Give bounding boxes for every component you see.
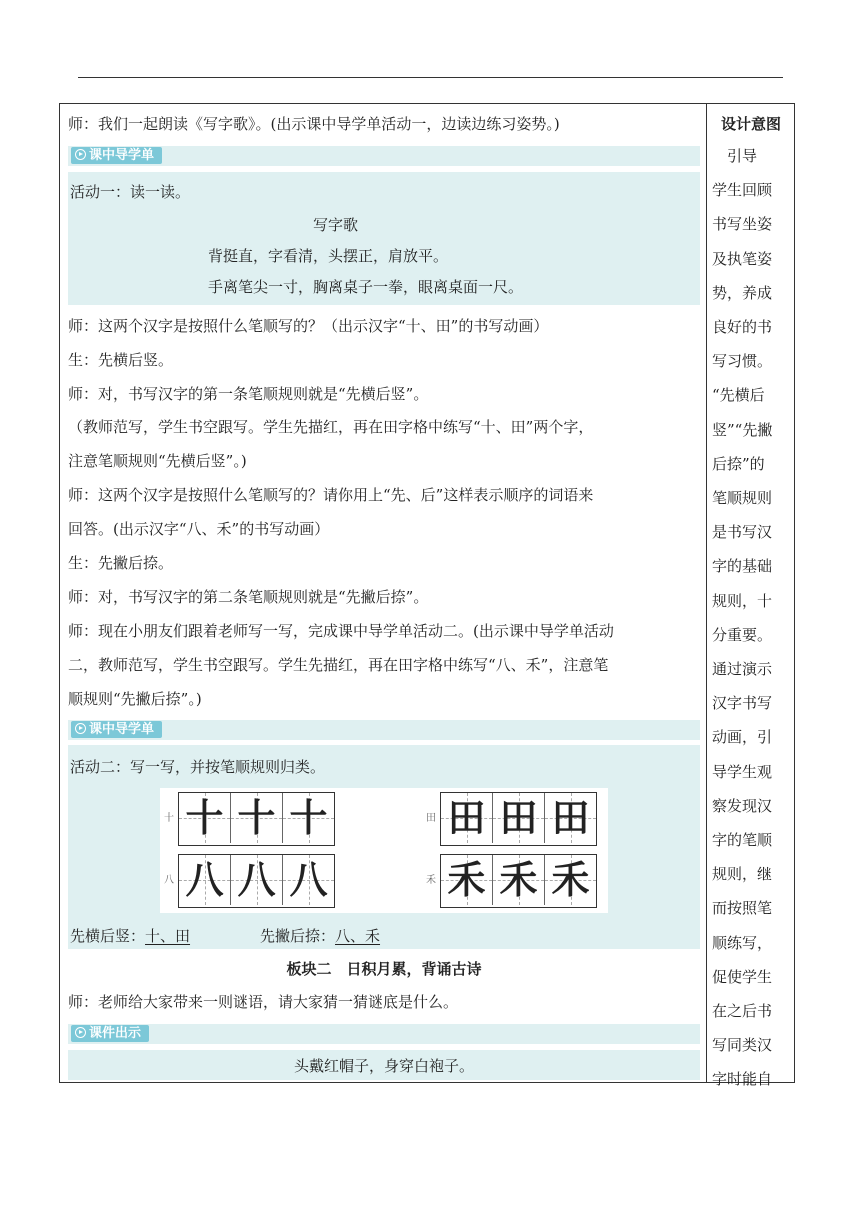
design-intent-line: 良好的书: [712, 318, 773, 336]
guide-band: [68, 720, 700, 740]
design-intent-line: 规则，十: [712, 591, 773, 610]
design-intent-title: 设计意图: [720, 115, 781, 133]
design-intent-line: 动画，引: [712, 728, 773, 747]
activity-title: 活动一：读一读。: [70, 183, 191, 201]
play-icon: [75, 149, 86, 160]
poem-line: 背挺直，字看清，头摆正，肩放平。: [208, 247, 449, 265]
column-divider: [706, 104, 707, 1082]
text-line: 生：先撇后捺。: [68, 554, 174, 572]
tianzige: [440, 792, 597, 846]
design-intent-line: 汉字书写: [712, 694, 773, 713]
poem-line: 手离笔尖一寸，胸离桌子一拳，眼离桌面一尺。: [208, 278, 524, 296]
design-intent-line: 字的基础: [712, 557, 773, 576]
grid-row-tian: [422, 792, 597, 846]
design-intent-line: 笔顺规则: [712, 489, 773, 507]
design-intent-line: 后捺”的: [712, 454, 765, 473]
grid-row-ba: [160, 854, 335, 908]
text-line: 师：对，书写汉字的第二条笔顺规则就是“先撇后捺”。: [68, 588, 429, 606]
poem-title: 写字歌: [313, 216, 359, 234]
tianzige: [178, 792, 335, 846]
grid-label: 十: [164, 813, 174, 824]
text-line: （教师范写，学生书空跟写。学生先描红，再在田字格中练写“十、田”两个字，: [68, 418, 594, 436]
design-intent-line: 势，养成: [712, 283, 773, 302]
riddle-panel: [68, 1050, 700, 1080]
grid-row-shi: [160, 792, 335, 846]
grid-label: 禾: [426, 875, 436, 886]
grid-cell: 禾: [545, 855, 596, 905]
grid-cell: 十: [283, 793, 334, 843]
text-line: 师：这两个汉字是按照什么笔顺写的？请你用上“先、后”这样表示顺序的词语来: [68, 486, 594, 504]
guide-tag: 课中导学单: [71, 721, 162, 738]
text-line: 生：先横后竖。: [68, 351, 174, 369]
activity-title: 活动二：写一写，并按笔顺规则归类。: [70, 758, 326, 776]
grid-row-he: [422, 854, 597, 908]
design-intent-line: 学生回顾: [712, 181, 773, 200]
design-intent-line: 导学生观: [712, 762, 773, 781]
design-intent-line: 竖”“先撇: [712, 420, 773, 439]
lesson-table: [59, 103, 795, 1089]
text-line: 师：我们一起朗读《写字歌》。(出示课中导学单活动一，边读边练习姿势。): [68, 115, 560, 133]
header-rule: [78, 77, 783, 78]
guide-band: [68, 146, 700, 166]
text-line: 师：这两个汉字是按照什么笔顺写的？（出示汉字“十、田”的书写动画）: [68, 317, 549, 335]
text-line: 顺规则“先撇后捺”。): [68, 690, 202, 708]
tianzige: [178, 854, 335, 908]
riddle-text: 头戴红帽子，身穿白袍子。: [293, 1057, 474, 1075]
design-intent-line: 在之后书: [712, 1002, 773, 1020]
design-intent-line: 是书写汉: [712, 523, 773, 542]
design-intent-line: 写习惯。: [712, 352, 773, 371]
play-icon: [75, 1027, 86, 1038]
text-line: 师：现在小朋友们跟着老师写一写，完成课中导学单活动二。(出示课中导学单活动: [68, 622, 614, 640]
activity-two-panel: [68, 745, 700, 949]
grid-cell: 禾: [493, 855, 545, 905]
design-intent-line: 字的笔顺: [712, 831, 773, 849]
design-intent-line: 顺练写，: [712, 933, 773, 952]
text-line: 二，教师范写，学生书空跟写。学生先描红，再在田字格中练写“八、禾”，注意笔: [68, 656, 609, 674]
section-heading: 板块二 日积月累，背诵古诗: [286, 960, 482, 978]
grid-label: 田: [426, 813, 436, 824]
design-intent-line: 通过演示: [712, 660, 773, 678]
grid-cell: 八: [283, 855, 334, 905]
grid-cell: 八: [179, 855, 231, 905]
design-intent-line: 察发现汉: [712, 796, 773, 815]
design-intent-line: 规则，继: [712, 865, 773, 884]
design-intent-line: 引导: [712, 147, 758, 165]
grid-cell: 田: [545, 793, 596, 843]
courseware-tag: 课件出示: [71, 1025, 149, 1042]
grid-cell: 八: [231, 855, 283, 905]
text-line: 师：对，书写汉字的第一条笔顺规则就是“先横后竖”。: [68, 385, 429, 403]
grid-label: 八: [164, 875, 174, 886]
design-intent-line: 分重要。: [712, 625, 773, 644]
text-line: 注意笔顺规则“先横后竖”。): [68, 452, 247, 470]
design-intent-line: 书写坐姿: [712, 215, 773, 234]
play-icon: [75, 723, 86, 734]
grid-cell: 禾: [441, 855, 493, 905]
text-line: 回答。(出示汉字“八、禾”的书写动画）: [68, 520, 330, 538]
tianzige: [440, 854, 597, 908]
design-intent-line: 促使学生: [712, 967, 773, 986]
text-line: 师：老师给大家带来一则谜语，请大家猜一猜谜底是什么。: [68, 993, 459, 1011]
sort-answer-b: 先撇后捺：八、禾: [260, 927, 381, 945]
grid-cell: 十: [179, 793, 231, 843]
design-intent-line: “先横后: [712, 386, 765, 405]
activity-one-panel: [68, 172, 700, 305]
grid-cell: 田: [441, 793, 493, 843]
guide-tag: 课中导学单: [71, 147, 162, 164]
practice-area: [160, 788, 608, 913]
design-intent-line: 字时能自: [712, 1070, 773, 1089]
design-intent-line: 写同类汉: [712, 1036, 773, 1055]
grid-cell: 田: [493, 793, 545, 843]
grid-cell: 十: [231, 793, 283, 843]
courseware-band: [68, 1024, 700, 1044]
design-intent-line: 而按照笔: [712, 899, 773, 918]
sort-answer-a: 先横后竖：十、田: [70, 927, 191, 945]
design-intent-line: 及执笔姿: [712, 249, 773, 268]
